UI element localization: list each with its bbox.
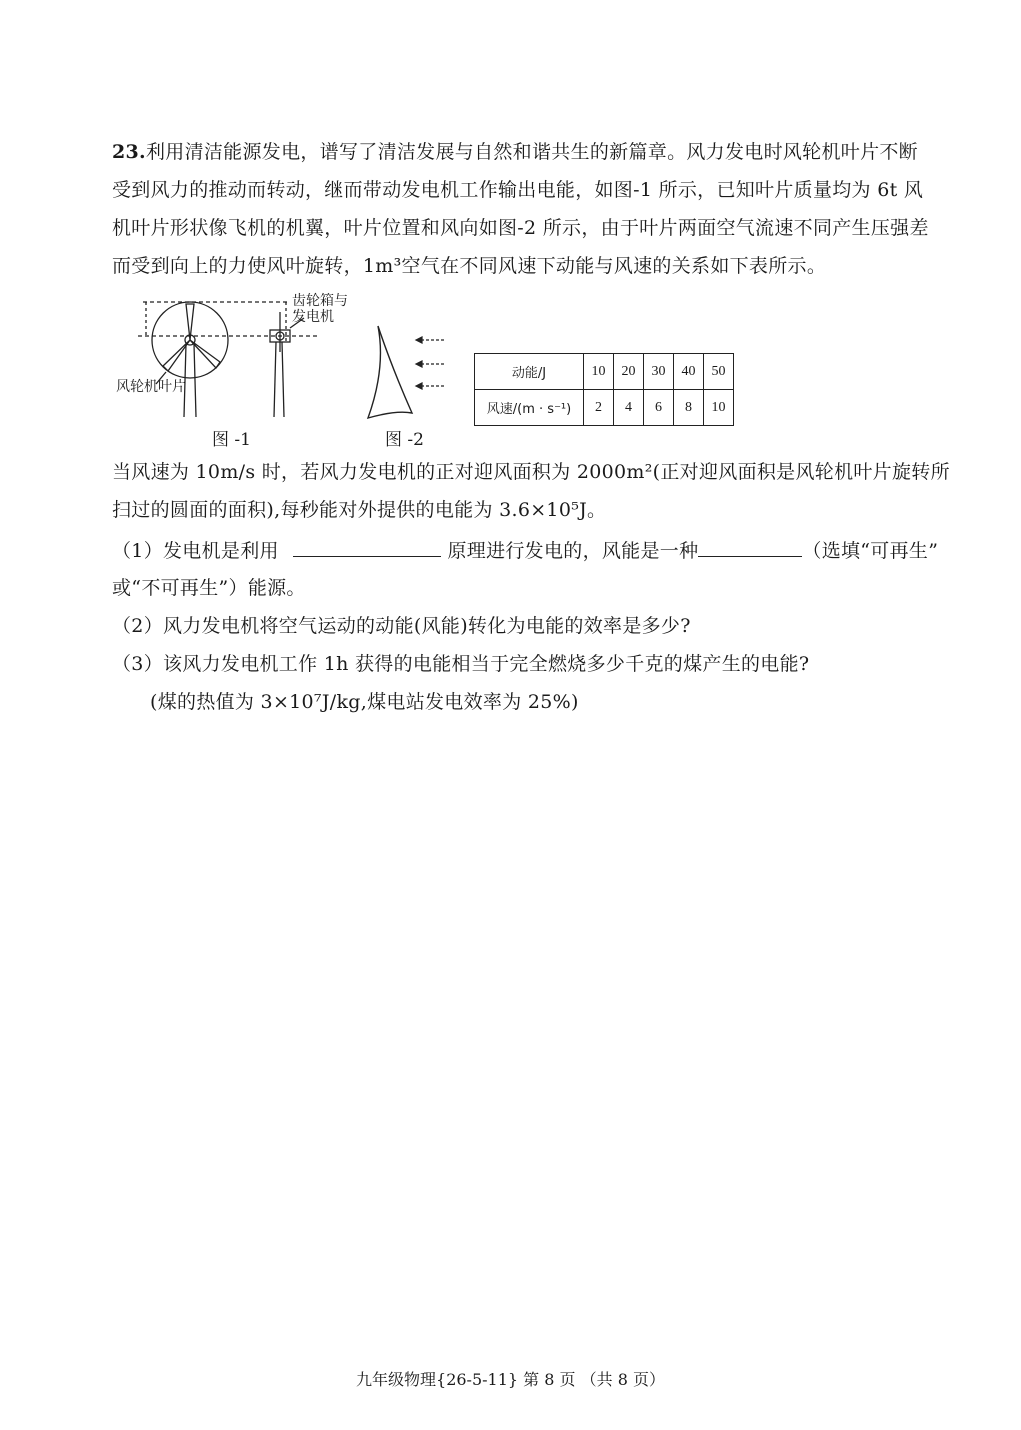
sub-question-1: （1）发电机是利用 原理进行发电的，风能是一种 （选填“可再生”	[112, 540, 939, 562]
table-cell: 8	[674, 390, 704, 426]
blade-section-figure	[356, 318, 456, 428]
page-footer: 九年级物理{26-5-11} 第 8 页 （共 8 页）	[356, 1370, 665, 1389]
table-row-speed	[475, 390, 734, 426]
table-cell: 50	[704, 354, 734, 390]
table-cell: 10	[704, 390, 734, 426]
sub-question-1-line-2: 或“不可再生”）能源。	[112, 577, 306, 599]
figure-1-caption: 图 -1	[212, 430, 251, 450]
sub-question-3: （3）该风力发电机工作 1h 获得的电能相当于完全燃烧多少千克的煤产生的电能?	[112, 653, 810, 675]
table-cell: 4	[614, 390, 644, 426]
sub-question-2: （2）风力发电机将空气运动的动能(风能)转化为电能的效率是多少?	[112, 615, 691, 637]
gearbox-label: 齿轮箱与 发电机	[292, 293, 348, 325]
table-header-speed: 风速/(m · s⁻¹)	[475, 390, 584, 426]
intro-line-3: 机叶片形状像飞机的机翼，叶片位置和风向如图-2 所示，由于叶片两面空气流速不同产生压强差	[112, 217, 929, 239]
answer-blank-energy-type[interactable]	[698, 538, 802, 557]
figure-2-caption: 图 -2	[385, 430, 424, 450]
blade-label: 风轮机叶片	[116, 379, 186, 395]
answer-blank-principle[interactable]	[293, 538, 441, 557]
table-cell: 30	[644, 354, 674, 390]
intro-line-4: 而受到向上的力使风叶旋转，1m³空气在不同风速下动能与风速的关系如下表所示。	[112, 255, 827, 277]
table-header-energy: 动能/J	[475, 354, 584, 390]
table-cell: 40	[674, 354, 704, 390]
table-row-energy	[475, 354, 734, 390]
condition-line-2: 扫过的圆面的面积),每秒能对外提供的电能为 3.6×10⁵J。	[112, 499, 607, 521]
table-cell: 20	[614, 354, 644, 390]
question-number: 23.	[112, 141, 146, 163]
condition-line-1: 当风速为 10m/s 时，若风力发电机的正对迎风面积为 2000m²(正对迎风面积是风轮机叶片旋转所	[112, 461, 950, 483]
table-cell: 2	[584, 390, 614, 426]
sub-question-3-note: (煤的热值为 3×10⁷J/kg,煤电站发电效率为 25%)	[150, 691, 579, 713]
intro-line-2: 受到风力的推动而转动，继而带动发电机工作输出电能，如图-1 所示，已知叶片质量均为 6t 风	[112, 179, 924, 201]
table-cell: 10	[584, 354, 614, 390]
energy-speed-table	[474, 353, 734, 426]
intro-line-1: 23.利用清洁能源发电，谱写了清洁发展与自然和谐共生的新篇章。风力发电时风轮机叶片不断	[112, 141, 918, 163]
table-cell: 6	[644, 390, 674, 426]
